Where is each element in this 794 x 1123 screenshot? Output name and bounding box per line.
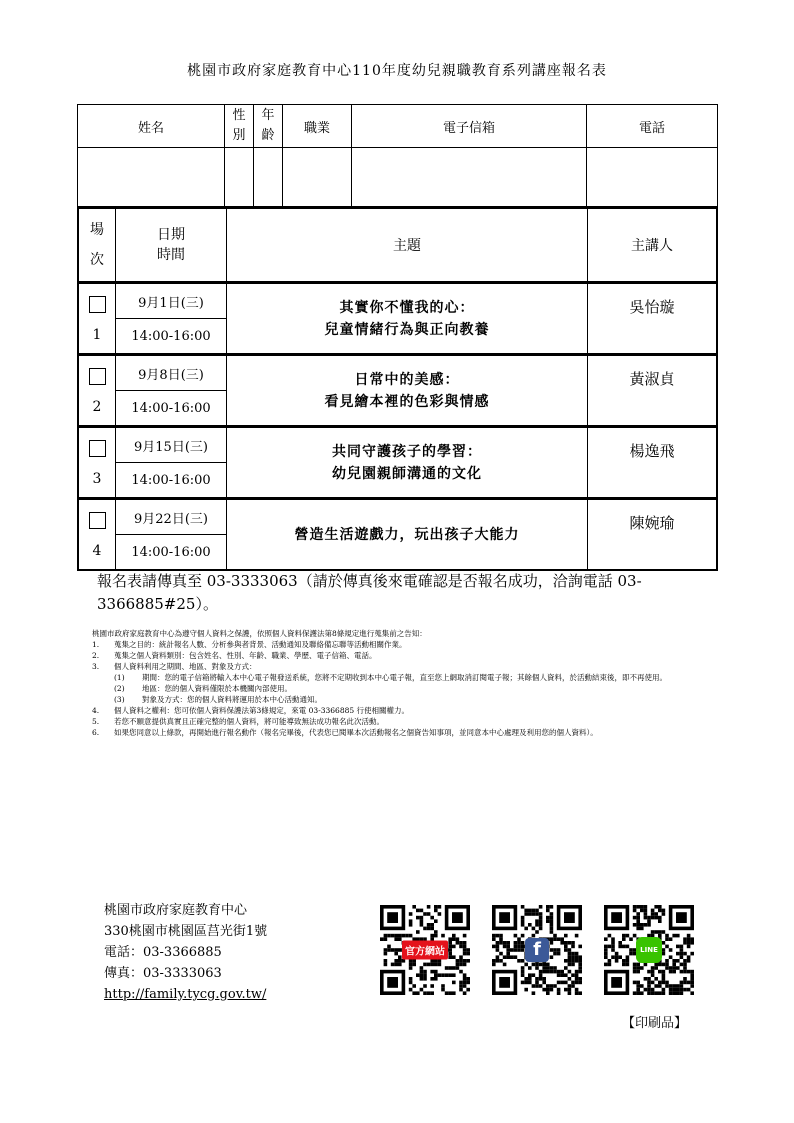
session-speaker: 楊逸飛 (588, 427, 718, 499)
line-icon: LINE (636, 937, 662, 963)
header-date-time: 日期 時間 (116, 208, 227, 283)
privacy-item: 1. 蒐集之目的：統計報名人數、分析參與者背景、活動通知及聯絡備忘聯等活動相關作業。 (92, 640, 407, 649)
session-time: 14:00-16:00 (116, 391, 227, 427)
session-time: 14:00-16:00 (116, 319, 227, 355)
session-date: 9月8日(三) (116, 355, 227, 391)
privacy-item: 2. 蒐集之個人資料類別：包含姓名、性別、年齡、職業、學歷、電子信箱、電話。 (92, 651, 377, 660)
official-site-badge: 官方網站 (402, 941, 448, 960)
privacy-item: 4. 個人資料之權利：您可依個人資料保護法第3條規定，來電 03-3366885 行使相關權力。 (92, 706, 410, 715)
header-age: 年 齡 (254, 105, 283, 148)
email-field[interactable] (352, 148, 587, 207)
header-speaker: 主講人 (588, 208, 718, 283)
session-time: 14:00-16:00 (116, 535, 227, 571)
gender-field[interactable] (225, 148, 254, 207)
privacy-sub-item: (1) 期間：您的電子信箱將輸入本中心電子報發送系統，您將不定期收到本中心電子報，直至您上網取消訂閱電子報；其餘個人資料，於活動結束後，即不再使用。 (114, 673, 667, 682)
age-field[interactable] (254, 148, 283, 207)
privacy-item: 3. 個人資料利用之期間、地區、對象及方式： (92, 662, 257, 671)
session-cell-2: 2 (78, 355, 116, 427)
page-title: 桃園市政府家庭教育中心110年度幼兒親職教育系列講座報名表 (187, 63, 607, 79)
privacy-notice (92, 628, 712, 738)
session-checkbox[interactable] (89, 296, 106, 313)
privacy-item: 5. 若您不願意提供真實且正確完整的個人資料，將可能導致無法成功報名此次活動。 (92, 717, 384, 726)
session-date: 9月15日(三) (116, 427, 227, 463)
registration-table (77, 104, 718, 207)
sessions-table (77, 207, 718, 571)
session-row (78, 427, 717, 463)
session-speaker: 黃淑貞 (588, 355, 718, 427)
facebook-icon: f (525, 938, 549, 962)
session-checkbox[interactable] (89, 368, 106, 385)
header-session-no: 場 次 (78, 208, 116, 283)
header-name: 姓名 (78, 105, 225, 148)
name-field[interactable] (78, 148, 225, 207)
session-topic: 營造生活遊戲力，玩出孩子大能力 (227, 499, 588, 571)
session-checkbox[interactable] (89, 512, 106, 529)
session-checkbox[interactable] (89, 440, 106, 457)
session-cell-4: 4 (78, 499, 116, 571)
header-gender: 性 別 (225, 105, 254, 148)
contact-fax: 傳真：03-3333063 (104, 966, 222, 981)
privacy-sub-item: (3) 對象及方式：您的個人資料將運用於本中心活動通知。 (114, 695, 322, 704)
phone-field[interactable] (587, 148, 718, 207)
session-row (78, 355, 717, 391)
header-email: 電子信箱 (352, 105, 587, 148)
line-qr-icon[interactable] (604, 905, 694, 995)
facebook-qr-icon[interactable] (492, 905, 582, 995)
fax-notice: 報名表請傳真至 03-3333063（請於傳真後來電確認是否報名成功，洽詢電話 03-3366885#25）。 (97, 572, 642, 613)
session-topic: 共同守護孩子的學習： 幼兒園親師溝通的文化 (227, 427, 588, 499)
privacy-intro: 桃園市政府家庭教育中心為遵守個人資料之保護，依照個人資料保護法第8條規定進行蒐集前之告知： (92, 629, 427, 638)
header-job: 職業 (283, 105, 352, 148)
header-topic: 主題 (227, 208, 588, 283)
session-topic: 日常中的美感： 看見繪本裡的色彩與情感 (227, 355, 588, 427)
job-field[interactable] (283, 148, 352, 207)
session-cell-1: 1 (78, 283, 116, 355)
printed-matter-label: 【印刷品】 (622, 1016, 688, 1031)
contact-org: 桃園市政府家庭教育中心 (104, 903, 248, 918)
session-speaker: 吳怡璇 (588, 283, 718, 355)
session-cell-3: 3 (78, 427, 116, 499)
session-row (78, 283, 717, 319)
session-topic: 其實你不懂我的心： 兒童情緒行為與正向教養 (227, 283, 588, 355)
contact-phone: 電話：03-3366885 (104, 945, 222, 960)
official-site-qr-icon[interactable] (380, 905, 470, 995)
privacy-item: 6. 如果您同意以上條款，再開始進行報名動作（報名完畢後，代表您已閱畢本次活動報名之個資告知事項，並同意本中心處理及利用您的個人資料）。 (92, 728, 598, 737)
contact-address: 330桃園市桃園區莒光街1號 (104, 924, 268, 939)
session-date: 9月22日(三) (116, 499, 227, 535)
website-link[interactable]: http://family.tycg.gov.tw/ (104, 987, 267, 1002)
session-date: 9月1日(三) (116, 283, 227, 319)
session-speaker: 陳婉瑜 (588, 499, 718, 571)
header-phone: 電話 (587, 105, 718, 148)
session-row (78, 499, 717, 535)
privacy-sub-item: (2) 地區：您的個人資料僅限於本機關內部使用。 (114, 684, 292, 693)
contact-block (104, 900, 267, 1005)
session-time: 14:00-16:00 (116, 463, 227, 499)
